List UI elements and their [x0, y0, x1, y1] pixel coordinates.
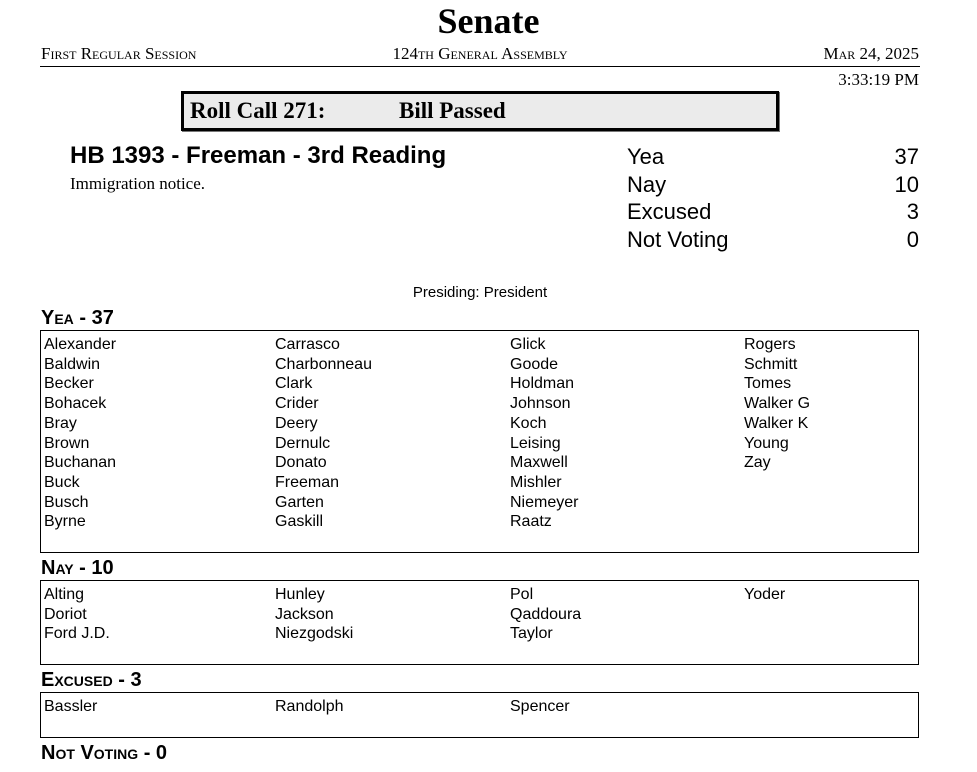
legislator-name: Spencer [510, 698, 570, 715]
section-title: Excused [41, 669, 113, 691]
section-count: - 10 [79, 557, 114, 579]
legislator-name: Alting [44, 586, 85, 603]
legislator-name: Raatz [510, 513, 552, 531]
tally-value-nay: 10 [894, 172, 919, 197]
legislator-name: Young [744, 434, 789, 452]
name-column [744, 585, 785, 605]
legislator-name: Niemeyer [510, 493, 579, 511]
legislator-name: Mishler [510, 473, 562, 491]
vote-date: Mar 24, 2025 [823, 44, 919, 63]
legislator-name: Taylor [510, 625, 553, 643]
legislator-name: Dernulc [275, 434, 331, 452]
legislator-name: Brown [44, 434, 90, 452]
name-column [510, 335, 578, 532]
name-column [510, 697, 570, 717]
tally-label-nay: Nay [627, 172, 667, 197]
legislator-name: Carrasco [275, 336, 340, 353]
legislator-name: Baldwin [44, 355, 101, 373]
section-count: - 3 [118, 669, 142, 691]
vote-time: 3:33:19 PM [838, 70, 919, 89]
name-column [44, 697, 97, 717]
legislator-name: Bohacek [44, 395, 107, 413]
not-voting-section-heading [41, 742, 167, 764]
tally-value-not-voting: 0 [906, 227, 919, 252]
tally-label-yea: Yea [627, 144, 665, 169]
section-title: Yea [41, 307, 74, 329]
legislator-name: Buchanan [44, 454, 117, 472]
nay-names-box [40, 580, 919, 665]
legislator-name: Schmitt [744, 355, 798, 373]
name-column [510, 585, 581, 644]
legislator-name: Bray [44, 414, 77, 432]
legislator-name: Koch [510, 414, 547, 432]
legislator-name: Charbonneau [275, 355, 372, 373]
tally-value-excused: 3 [906, 199, 919, 224]
section-title: Not Voting [41, 742, 139, 764]
name-column [44, 585, 110, 644]
assembly-label: 124th General Assembly [392, 44, 568, 63]
section-title: Nay [41, 557, 74, 579]
section-count: - 37 [79, 307, 114, 329]
section-count: - 0 [143, 742, 168, 764]
legislator-name: Glick [510, 336, 546, 353]
legislator-name: Qaddoura [510, 605, 582, 623]
legislator-name: Byrne [44, 513, 86, 531]
legislator-name: Maxwell [510, 454, 568, 472]
bill-description: Immigration notice. [70, 174, 206, 193]
legislator-name: Jackson [275, 605, 334, 623]
legislator-name: Walker K [744, 414, 809, 432]
legislator-name: Leising [510, 434, 561, 452]
legislator-name: Niezgodski [275, 625, 354, 643]
legislator-name: Pol [510, 586, 534, 603]
legislator-name: Becker [44, 375, 94, 393]
roll-call-number: Roll Call 271: [190, 98, 326, 123]
excused-names-box [40, 692, 919, 738]
legislator-name: Yoder [744, 586, 786, 603]
legislator-name: Deery [275, 414, 318, 432]
legislator-name: Garten [275, 493, 324, 511]
legislator-name: Crider [275, 395, 319, 413]
page-title: Senate [437, 1, 540, 41]
presiding-officer: Presiding: President [412, 284, 548, 301]
legislator-name: Hunley [275, 586, 325, 603]
legislator-name: Ford J.D. [44, 625, 110, 643]
legislator-name: Goode [510, 355, 559, 373]
legislator-name: Holdman [510, 375, 575, 393]
legislator-name: Gaskill [275, 513, 324, 531]
tally-label-not-voting: Not Voting [627, 227, 729, 252]
legislator-name: Walker G [744, 395, 811, 413]
tally-value-yea: 37 [894, 144, 919, 169]
legislator-name: Doriot [44, 605, 87, 623]
tally-label-excused: Excused [627, 199, 712, 224]
legislator-name: Buck [44, 473, 80, 491]
name-column [275, 585, 353, 644]
legislator-name: Freeman [275, 473, 340, 491]
excused-section-heading [41, 669, 142, 691]
bill-title: HB 1393 - Freeman - 3rd Reading [70, 142, 447, 169]
legislator-name: Busch [44, 493, 89, 511]
name-column [275, 335, 372, 532]
yea-names-box [40, 330, 919, 553]
name-column [44, 335, 116, 532]
legislator-name: Clark [275, 375, 313, 393]
legislator-name: Tomes [744, 375, 792, 393]
roll-call-banner [181, 91, 779, 131]
legislator-name: Donato [275, 454, 327, 472]
session-label: First Regular Session [41, 44, 197, 63]
legislator-name: Zay [744, 454, 771, 472]
nay-section-heading [41, 557, 114, 579]
legislator-name: Randolph [275, 698, 344, 715]
legislator-name: Johnson [510, 395, 571, 413]
yea-section-heading [41, 307, 114, 329]
legislator-name: Alexander [44, 336, 117, 353]
roll-call-result: Bill Passed [399, 98, 506, 123]
legislator-name: Rogers [744, 336, 796, 353]
name-column [744, 335, 810, 473]
legislator-name: Bassler [44, 698, 98, 715]
name-column [275, 697, 344, 717]
header-divider [40, 66, 920, 67]
